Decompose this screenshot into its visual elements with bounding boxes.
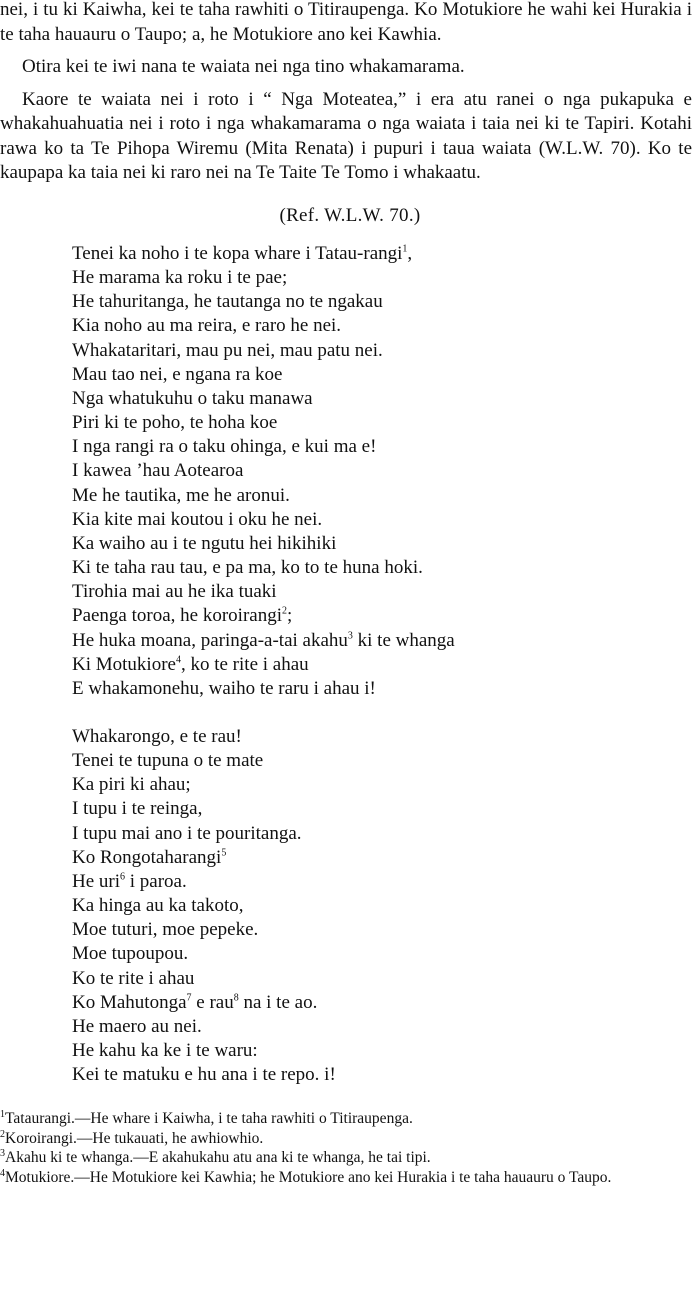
verse-line [72, 556, 700, 580]
verse-text: Moe tupoupou. [72, 943, 189, 965]
verse-line [72, 508, 700, 532]
verse-text: Ki te taha rau tau, e pa ma, ko to te huna hoki. [72, 557, 423, 579]
verse-line [72, 797, 700, 821]
verse-line [72, 290, 700, 314]
verse-text: I tupu i te reinga, [72, 798, 203, 820]
verse-line [72, 773, 700, 797]
footnote-text: Akahu ki te whanga.—E akahukahu atu ana ki te whanga, he tai tipi. [5, 1149, 431, 1167]
footnote-text: Motukiore.—He Motukiore kei Kawhia; he Motukiore ano kei Hurakia i te taha hauauru o Taupo. [5, 1168, 612, 1186]
verse-line [72, 459, 700, 483]
footnote-marker: 1 [402, 243, 408, 255]
verse-text: i paroa. [125, 870, 187, 892]
verse-text: Tenei te tupuna o te mate [72, 750, 264, 772]
reference-heading: (Ref. W.L.W. 70.) [279, 204, 421, 226]
verse-text: Ka hinga au ka takoto, [72, 895, 244, 917]
footnote-marker: 6 [120, 871, 126, 883]
verse-text: Ko Rongotaharangi [72, 846, 222, 868]
footnote [0, 1148, 694, 1168]
footnote-marker: 5 [221, 847, 227, 859]
verse-text: Kei te matuku e hu ana i te repo. i! [72, 1064, 336, 1086]
verse-text: ki te whanga [352, 629, 455, 651]
verse-text: He uri [72, 870, 121, 892]
explanation-paragraph: Otira kei te iwi nana te waiata nei nga tino whakamarama. [22, 56, 465, 77]
verse-line [72, 653, 700, 677]
verse-line [72, 1015, 700, 1039]
verse-text: , [407, 243, 413, 264]
continuation-paragraph: nei, i tu ki Kaiwha, kei te taha rawhiti o Titiraupenga. Ko Motukiore he wahi kei Hurakia i te taha hauauru o Taupo; a, he Motukiore ano kei Kawhia. [0, 0, 692, 45]
footnote-marker: 1 [0, 1109, 5, 1121]
verse-line [72, 725, 700, 749]
verse-text: e rau [191, 991, 234, 1013]
footnote-marker: 4 [0, 1167, 5, 1179]
verse-text: Nga whatukuhu o taku manawa [72, 387, 313, 409]
verse-line [72, 314, 700, 338]
verse-text: He maero au nei. [72, 1015, 202, 1037]
verse-text: Ko te rite i ahau [72, 967, 195, 989]
waiata-stanza-1 [72, 242, 700, 701]
verse-text: Piri ki te poho, te hoha koe [72, 412, 278, 434]
verse-text: I nga rangi ra o taku ohinga, e kui ma e! [72, 436, 377, 458]
verse-text: , ko te rite i ahau [180, 653, 309, 675]
verse-line [72, 918, 700, 942]
verse-line [72, 435, 700, 459]
footnote-marker: 4 [175, 654, 181, 666]
footnote [0, 1109, 694, 1129]
verse-line [72, 339, 700, 363]
footnote-text: Koroirangi.—He tukauati, he awhiowhio. [5, 1129, 264, 1147]
footnote-marker: 7 [186, 992, 192, 1004]
verse-line [72, 846, 700, 870]
verse-text: E whakamonehu, waiho te raru i ahau i! [72, 677, 376, 699]
footnote-text: Tataurangi.—He whare i Kaiwha, i te taha rawhiti o Titiraupenga. [5, 1110, 413, 1128]
verse-text: He huka moana, paringa-a-tai akahu [72, 629, 348, 651]
verse-text: Moe tuturi, moe pepeke. [72, 919, 259, 941]
verse-text: Tenei ka noho i te kopa whare i Tatau-rangi [72, 243, 403, 264]
verse-line [72, 1063, 700, 1087]
footnote-marker: 3 [347, 630, 353, 642]
verse-line [72, 870, 700, 894]
verse-text: Ka waiho au i te ngutu hei hikihiki [72, 532, 337, 554]
verse-line [72, 991, 700, 1015]
verse-line [72, 894, 700, 918]
verse-line [72, 967, 700, 991]
footnote-marker: 2 [281, 606, 287, 618]
verse-line [72, 387, 700, 411]
source-paragraph: Kaore te waiata nei i roto i “ Nga Moteatea,” i era atu ranei o nga pukapuka e whakahuahuatia nei i roto i nga whakamarama o nga waiata i taia nei ki te Tapiri. Kotahi rawa ko ta Te Pihopa Wiremu (Mita Renata) i pupuri i taua waiata (W.L.W. 70). Ko te kaupapa ka taia nei ki raro nei na Te Taite Te Tomo i whakaatu. [0, 88, 692, 183]
verse-text: Kia kite mai koutou i oku he nei. [72, 508, 323, 530]
verse-line [72, 629, 700, 653]
footnote-marker: 3 [0, 1148, 5, 1160]
footnote-marker: 8 [233, 992, 239, 1004]
verse-line [72, 363, 700, 387]
verse-text: Mau tao nei, e ngana ra koe [72, 363, 283, 385]
verse-text: Whakarongo, e te rau! [72, 725, 242, 747]
footnote [0, 1129, 694, 1149]
verse-line [72, 1039, 700, 1063]
verse-line [72, 266, 700, 290]
footnotes [0, 1109, 700, 1187]
verse-text: He kahu ka ke i te waru: [72, 1040, 258, 1061]
verse-text: Ka piri ki ahau; [72, 774, 191, 796]
verse-text: He marama ka roku i te pae; [72, 267, 288, 289]
verse-line [72, 749, 700, 773]
verse-text: He tahuritanga, he tautanga no te ngakau [72, 291, 383, 313]
waiata-stanza-2 [72, 725, 700, 1087]
verse-text: Paenga toroa, he koroirangi [72, 605, 282, 627]
verse-text: Kia noho au ma reira, e raro he nei. [72, 315, 342, 337]
verse-line [72, 532, 700, 556]
verse-text: I tupu mai ano i te pouritanga. [72, 822, 302, 844]
verse-line [72, 604, 700, 628]
verse-text: Ki Motukiore [72, 653, 176, 675]
verse-text: na i te ao. [238, 991, 318, 1013]
verse-line [72, 822, 700, 846]
verse-line [72, 677, 700, 701]
verse-line [72, 580, 700, 604]
verse-text: I kawea ’hau Aotearoa [72, 460, 244, 482]
verse-line [72, 242, 700, 266]
footnote-marker: 2 [0, 1128, 5, 1140]
verse-line [72, 411, 700, 435]
verse-text: Ko Mahutonga [72, 991, 187, 1013]
verse-text: Me he tautika, me he aronui. [72, 484, 290, 506]
footnote [0, 1168, 694, 1188]
verse-text: Tirohia mai au he ika tuaki [72, 581, 277, 603]
verse-text: ; [286, 605, 293, 627]
verse-line [72, 942, 700, 966]
verse-text: Whakataritari, mau pu nei, mau patu nei. [72, 339, 383, 361]
verse-line [72, 484, 700, 508]
